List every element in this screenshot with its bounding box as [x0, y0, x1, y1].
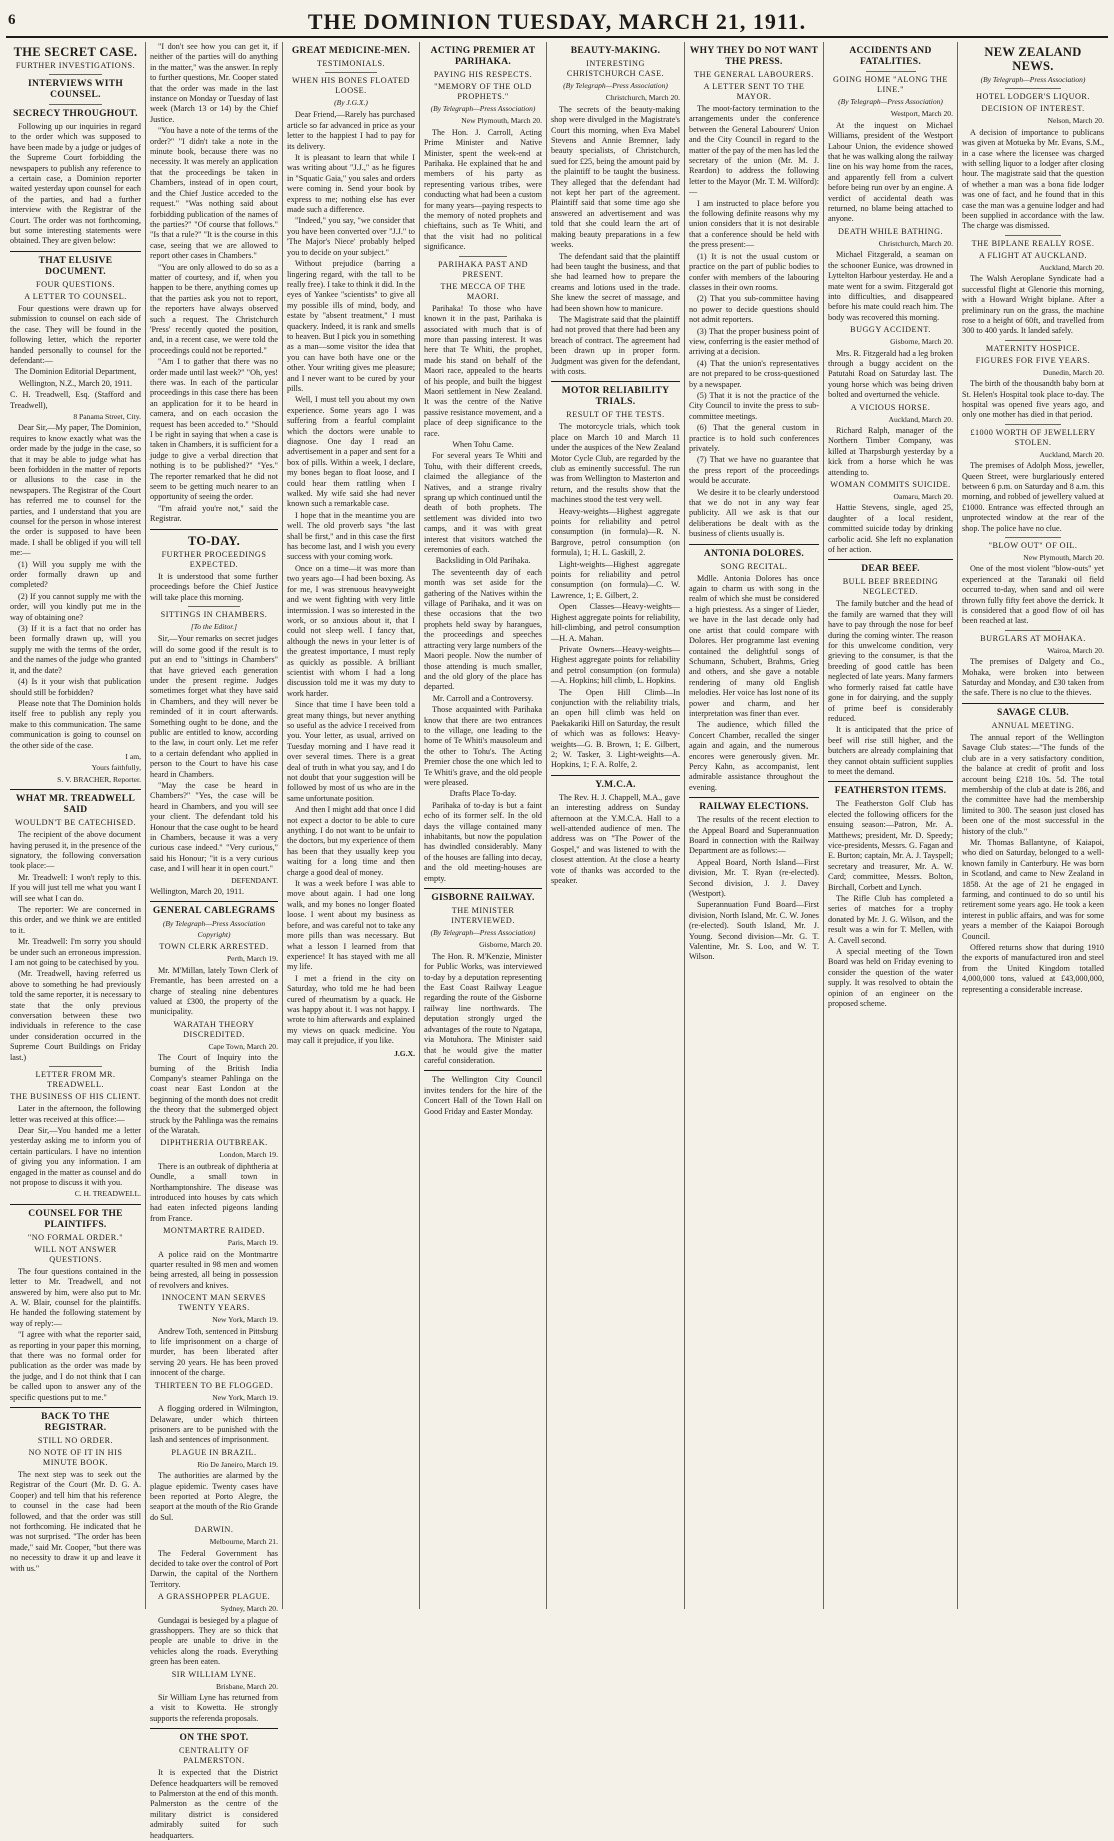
- article-body: Following up our inquiries in regard to the order which was supposed to have been made by a judge or judges of the Supreme Court forbidding the newspapers to publish any reference to a certain case, a Dominion reporter waited yesterday upon counsel for each of the parties, and had a further interview with the Registrar of the Court. The order was not forthcoming, but some interesting statements were obtained. They are given below:: [10, 122, 141, 246]
- dateline: Wairoa, March 20.: [1047, 645, 1104, 655]
- article-body: The Hon. R. M'Kenzie, Minister for Public Works, was interviewed to-day by a deputation representing the East Coast Railway League regarding the route of the Gisborne railway line northwards. The deputation strongly urged the advantages of the route to Ngatapa, via Motuhora. The Minister said that he would give the matter careful consideration.: [424, 951, 542, 1065]
- news-head: GOING HOME "ALONG THE LINE.": [833, 75, 948, 94]
- headline-counsel-plaintiffs: COUNSEL FOR THE PLAINTIFFS.: [28, 1208, 123, 1230]
- byline: (By Telegraph—Press Association): [430, 104, 536, 113]
- cable-head: DIPHTHERIA OUTBREAK.: [160, 1138, 268, 1148]
- subhead: RESULT OF THE TESTS.: [566, 410, 665, 420]
- reason-item: (2) That you sub-committee having no power to decide questions should not admit reporters.: [689, 294, 819, 325]
- article-body: Parihaka! To those who have known it in the past, Parihaka is associated with much that is of more than passing interest. It was here that Te Whiti, the prophet, made his stand on behalf of the Maori race, appealed to the hearts of his people, and built the biggest Maori settlement in New Zealand. It was the centre of the Native passive resistance movement, and a place of deep significance to the race.: [424, 303, 542, 438]
- headline-secret-case: THE SECRET CASE.: [13, 45, 138, 59]
- letter-body: Please note that The Dominion holds itself free to publish any reply you make to this communication. The same communication is going to counsel on the other side of the case.: [10, 698, 141, 750]
- section-head: When Tohu Came.: [452, 439, 514, 449]
- headline-ymca: Y.M.C.A.: [595, 779, 636, 790]
- subhead: THE MINISTER INTERVIEWED.: [451, 906, 515, 926]
- reason-item: (1) It is not the usual custom or practice on the part of public bodies to confer with members of the labouring classes in their own rooms.: [689, 251, 819, 292]
- letter-address: The Dominion Editorial Department,: [14, 367, 137, 377]
- article-body: Those acquainted with Parihaka know that there are two entrances to the village, one leading to the home of Te Whiti's mausoleum and the other to Tohu's. The Acting Premier chose the one which led to Te Whiti's grave, and the old people were pleased.: [424, 705, 542, 787]
- article-body: "I'm afraid you're not," said the Registrar.: [150, 503, 278, 524]
- article-body: Well, I must tell you about my own experience. Some years ago I was suffering from a fearful complaint which the doctors were unable to diagnose. One day I read an advertisement in a paper and sent for a box of pills. Within a week, I declare, my bones began to float loose, and I could hear them rattling when I walked. My wife said she had never known such a remarkable case.: [287, 395, 415, 509]
- section-head: Backsliding in Old Parihaka.: [435, 556, 531, 566]
- cable-head: INNOCENT MAN SERVES TWENTY YEARS.: [161, 1293, 267, 1313]
- subhead: INTERVIEWS WITH COUNSEL.: [27, 79, 124, 100]
- article-body: "May the case be heard in Chambers?" "Yes, the case will be heard in Chambers, and you will see your client. The defendant told his Honour that the case ought to be heard in Chambers, because it was a very curious case indeed." "Very curious," said his Honour; "it is a very curious case, and I will hear it in open court.": [150, 781, 278, 874]
- signature: I am,: [125, 751, 141, 761]
- article-body: The motorcycle trials, which took place on March 10 and March 11 under the auspices of the New Zealand Motor Cycle Club, are regarded by the club as eminently successful. The run was from Wellington to Masterton and return, and the results show that the machines stood the test very well.: [551, 422, 680, 505]
- news-head: DEATH WHILE BATHING.: [837, 226, 944, 236]
- subhead: THE MECCA OF THE MAORI.: [440, 281, 526, 301]
- dateline: Cape Town, March 20.: [208, 1041, 278, 1051]
- article-body: The results of the recent election to the Appeal Board and Superannuation Board in connection with the Railway Department are as follows:—: [689, 815, 819, 856]
- subhead: INTERESTING CHRISTCHURCH CASE.: [566, 59, 665, 78]
- author-signature: J.G.X.: [394, 1048, 415, 1058]
- dateline: Rio De Janeiro, March 19.: [197, 1459, 278, 1469]
- signature: DEFENDANT.: [231, 875, 278, 885]
- headline-registrar: BACK TO THE REGISTRAR.: [41, 1412, 110, 1434]
- result-item: Private Owners—Heavy-weights—Highest aggregate points for reliability and petrol consumption (on formula)—A. Hopkins; hill climb, L. Hopkins.: [551, 644, 680, 686]
- subhead: "MEMORY OF THE OLD PROPHETS.": [434, 82, 532, 101]
- article-body: "Am I to gather that there was no order made until last week?" "Oh, yes! there was. In each of the particular proceedings in this case there has been an application for it to be heard in camera, and on each occasion the request has been acceded to." "Should I be right in saying that when a case is taken in Chambers, it is sufficient for a judge to give a verbal direction that nothing is to be published?" "Yes." The reporter remarked that he did not seem to be getting much nearer to an opportunity of seeing the order.: [150, 357, 278, 502]
- headline-treadwell: WHAT MR. TREADWELL SAID: [15, 794, 136, 816]
- article-body: The four questions contained in the letter to Mr. Treadwell, and not answered by him, were also put to Mr. A. W. Blair, counsel for the plaintiffs. He handed the following statement by way of reply:—: [10, 1266, 141, 1328]
- letter-body: Dear Sir,—My paper, The Dominion, requires to know exactly what was the order made by the judge in the case, so that it may be able to judge what has been forbidden in the matter of reports or allusions to the case in the newspapers. The Registrar of the Court has referred me to counsel for the parties, and I understand that you are counsel for the person in whose interest the order is supposed to have been made. I shall be obliged if you will tell me:—: [10, 423, 141, 558]
- headline-motor-trials: MOTOR RELIABILITY TRIALS.: [561, 386, 670, 408]
- article-body: The secrets of the beauty-making shop were divulged in the Magistrate's Court this morning, when Eva Mabel Stevens and Annie Bremner, lady beauty specialists, of Christchurch, sued for £25, being the amount paid by the plaintiff to be taught the business. They alleged that the defendant had not kept her part of the agreement. Plaintiff said that some time ago she answered an advertisement and was told that she could learn the art of making beauty preparations in a few weeks.: [551, 104, 680, 250]
- cable-body: The authorities are alarmed by the plague epidemic. Twenty cases have been reported at Porto Alegre, the seaport at the mouth of the Rio Grande do Sul.: [150, 1471, 278, 1522]
- article-body: The family butcher and the head of the family are warned that they will have to pay through the nose for beef during the coming winter. The reason for this unwelcome condition, very grieving to the consumer, is that the breeding of good cattle has been neglected of late years. Many farmers who formerly raised fat cattle have gone in for dairying, and the supply of prime beef is considerably reduced.: [828, 599, 953, 723]
- cable-head: MONTMARTRE RAIDED.: [163, 1226, 265, 1236]
- article-body: Without prejudice (barring a lingering regard, with the tall to be really free). I take to think it did. In the eyes of Yankee "scientists" to give all my possible ills of mind, body, and estate by "absent treatment," I must quackery. Indeed, it is rank and smells to heaven. But I pick you in something as a man—some visitor the idea that you can have both have one or the other. Your writing gives me pleasure; and I never want to be cured by your pills.: [287, 259, 415, 393]
- article-body: We desire it to be clearly understood that we do not in any way fear publicity. All we ask is that our deliberations be dealt with as the business of clients usually is.: [689, 487, 819, 539]
- article-body: Richard Ralph, manager of the Northern Timber Company, was killed at Tharpsburgh yesterday by a kick from a horse which he was attending to.: [828, 425, 953, 477]
- headline-antonia-dolores: ANTONIA DOLORES.: [703, 548, 805, 559]
- article-body: The Walsh Aeroplane Syndicate had a successful flight at Glenorie this morning, with a Howard Wright biplane. After a preliminary run on the grass, the machine rose to a height of 60ft, and travelled from 300 to 400 yards. It landed safely.: [962, 274, 1104, 336]
- article-body: Mr. Treadwell: I'm sorry you should be under such an erroneous impression. I am not going to be catechised by you.: [10, 937, 141, 968]
- article-body: Michael Fitzgerald, a seaman on the schooner Eunice, was drowned in Lyttelton Harbour yesterday. He and a mate went for a swim. Fitzgerald got into difficulties, and disappeared before his mate could reach him. The body was recovered this morning.: [828, 250, 953, 322]
- article-body: The Rifle Club has completed a series of matches for a trophy donated by Mr. J. G. Wilson, and the result was a win for T. Mellen, with A. Cavell second.: [828, 894, 953, 945]
- subhead: THE GENERAL LABOURERS.: [694, 70, 814, 79]
- section-head: Mr. Carroll and a Controversy.: [432, 693, 534, 703]
- article-body: Mr. Treadwell: I won't reply to this. If you will just tell me what you want I will see what I can do.: [10, 872, 141, 903]
- columns: [6, 42, 1108, 1840]
- article-body: (Mr. Treadwell, having referred us above to something he had previously told the same reporter, it is necessary to state that the only previous conversation between these two individuals in reference to the case under consideration occurred in the Supreme Court Buildings on Friday last.): [10, 969, 141, 1062]
- headline-today: TO-DAY.: [187, 533, 240, 548]
- subhead: A LETTER SENT TO THE MAYOR.: [703, 82, 805, 101]
- dateline: Gisborne, March 20.: [890, 337, 953, 347]
- result-item: Light-weights—Highest aggregate points for reliability and petrol consumption (on formula)—C. W. Lawrence, 1; E. Gilbert, 2.: [551, 559, 680, 600]
- letter-address: Wellington, N.Z., March 20, 1911.: [18, 378, 133, 388]
- subhead: WHEN HIS BONES FLOATED LOOSE.: [291, 76, 411, 95]
- cable-head: A GRASSHOPPER PLAGUE.: [157, 1592, 271, 1602]
- article-body: One of the most violent "blow-outs" yet experienced at the Taranaki oil field occurred to-day, when sand and oil were thrown fully fifty feet above the derrick. It is considered that a good flow of oil has been reached at last.: [962, 564, 1104, 626]
- cable-body: A police raid on the Montmartre quarter resulted in 98 men and women being arrested, all being in possession of revolvers and knives.: [150, 1249, 278, 1290]
- subhead: STILL NO ORDER.: [37, 1436, 114, 1446]
- column-7: [823, 42, 957, 1609]
- letter-address: C. H. Treadwell, Esq. (Stafford and Treadwell),: [10, 390, 141, 410]
- subhead: SONG RECITAL.: [720, 561, 788, 571]
- cable-body: Sir William Lyne has returned from a visit to Kowetta. He strongly supports the referenda proposals.: [150, 1693, 278, 1723]
- article-body: Dear Friend,—Rarely has purchased article so far advanced in price as your letter to the happiest I had to pay for its delivery.: [287, 110, 415, 151]
- signature: Yours faithfully,: [91, 763, 141, 773]
- dateline: Nelson, March 20.: [1047, 116, 1104, 126]
- subhead: FIGURES FOR FIVE YEARS.: [975, 355, 1091, 365]
- article-body: I am instructed to place before you the following definite reasons why my union considers that it is not desirable that a conference should be held with the press present:—: [689, 198, 819, 250]
- dateline: New York, March 19.: [212, 1392, 278, 1402]
- news-head: "BLOW OUT" OF OIL.: [988, 541, 1078, 550]
- article-body: Sir,—Your remarks on secret judges will do some good if the result is to put an end to "sittings in Chambers" that have grieved each generation under the present regime. Judges sometimes forget what they have said in Chambers, and they will never be reminded of it in court afterwards. Something ought to be done, and the public are entitled to know, according to the law, in court only. Let me refer to a certain defendant who applied in person to the Court to have his case heard in Chambers.: [150, 634, 278, 779]
- cable-body: Gundagai is besieged by a plague of grasshoppers. They are so thick that people are unable to drive in the vehicles along the roads. Everything green has been eaten.: [150, 1615, 278, 1667]
- cable-head: WARATAH THEORY DISCREDITED.: [173, 1019, 255, 1039]
- article-body: The Magistrate said that the plaintiff had not proved that there had been any breach of contract. The agreement had been drawn up in proper form. Judgment was given for the defendant, with costs.: [551, 314, 680, 376]
- subhead: A FLIGHT AT AUCKLAND.: [979, 250, 1087, 260]
- page-number: 6: [8, 12, 16, 28]
- newspaper-page: [6, 6, 1108, 1840]
- newspaper-title: THE DOMINION TUESDAY, MARCH 21, 1911.: [307, 9, 807, 34]
- column-3: [282, 42, 419, 1609]
- article-body: "I agree with what the reporter said, as reporting in your paper this morning, that there was no formal order for publication as the order was made by the judge, and I do not think that I can be called upon to answer any of the specific questions put to me.": [10, 1330, 141, 1402]
- news-head: £1000 WORTH OF JEWELLERY STOLEN.: [970, 427, 1096, 447]
- article-body: Dear Sir,—You handed me a letter yesterday asking me to inform you of certain particulars. I have no intention of giving you any information. I am engaged in the matter as counsel and do not propose to discuss it with you.: [10, 1125, 141, 1187]
- article-body: Parihaka of to-day is but a faint echo of its former self. In the old days the village contained many inhabitants, but now the population has dwindled considerably. Many of the houses are falling into decay, and the old meeting-houses are empty.: [424, 800, 542, 883]
- cable-body: The Federal Government has decided to take over the control of Port Darwin, the capital of the Northern Territory.: [150, 1548, 279, 1589]
- article-body: And then I might add that once I did not expect a doctor to be able to cure anything. I do not want to be unfair to the doctors, but my experience of them has been that they usually keep you waiting for a long time and then charge a good deal of money.: [287, 805, 416, 877]
- article-body: A special meeting of the Town Board was held on Friday evening to consider the question of the water supply. It was resolved to obtain the opinion of an engineer on the proposed scheme.: [828, 947, 953, 1009]
- article-body: A decision of importance to publicans was given at Motueka by Mr. Evans, S.M., in a case where the licensee was charged with selling liquor to a lodger after closing hour. The magistrate said that the question of whether a man was a bona fide lodger was one of fact, and he found that in this case the man was a genuine lodger and had been supplied in accordance with the law. The charge was dismissed.: [962, 127, 1104, 231]
- article-body: The reporter: We are concerned in this order, and we think we are entitled to it.: [10, 905, 141, 935]
- dateline: Gisborne, March 20.: [479, 940, 542, 950]
- article-body: It is pleasant to learn that while I was writing about "J.J.," as he figures in "Squatic Gaia," you sales and orders were coming in. Send your book by express to me; nothing else has ever made such a difference.: [287, 153, 415, 215]
- subhead: BULL BEEF BREEDING NEGLECTED.: [842, 577, 939, 597]
- dateline: Dunedin, March 20.: [1042, 367, 1104, 377]
- headline-on-the-spot: ON THE SPOT.: [179, 1733, 249, 1744]
- article-body: The birth of the thousandth baby born at St. Helen's Hospital took place to-day. The hospital was opened five years ago, and only one mother has died in that period.: [962, 379, 1104, 420]
- headline-letter: LETTER FROM MR. TREADWELL.: [35, 1070, 116, 1090]
- news-head: MATERNITY HOSPICE.: [985, 343, 1081, 353]
- subhead: PAYING HIS RESPECTS.: [433, 70, 533, 79]
- article-body: "You have a note of the terms of the order?" "I didn't take a note in the minute book, because there was no necessity. It was merely an application that the proceedings be taken in Chambers, instead of in open court, and the Chief Justice acceded to the request." "Was nothing said about forbidding publication of the names of the parties?" "Of course that follows." "Is that a rule?" "It is the course in this case, seeing that we are allowed to report other cases in Chambers.": [150, 126, 278, 261]
- headline-beauty-making: BEAUTY-MAKING.: [570, 46, 661, 56]
- article-body: The annual report of the Wellington Savage Club states:—"The funds of the club are in a very satisfactory condition, the balance at credit of profit and loss account being £218 10s. 5d. The total membership of the club at date is 286, and the committee have had the membership limited to 300. The season just closed has been one of the most successful in the history of the club.": [962, 732, 1104, 836]
- section-head: Drafts Place To-day.: [449, 789, 517, 799]
- dateline: Westport, March 20.: [890, 109, 953, 119]
- reason-item: (4) That the union's representatives are not prepared to be cross-questioned by a newspaper.: [689, 358, 819, 389]
- headline-cablegrams: GENERAL CABLEGRAMS: [152, 906, 276, 917]
- article-body: It is expected that the District Defence headquarters will be removed to Palmerston at the end of this month. Palmerston as the centre of the military district is considered admirably suited for such headquarters.: [150, 1768, 278, 1840]
- subhead: WOULDN'T BE CATECHISED.: [15, 818, 136, 828]
- article-body: The defendant said that the plaintiff had been taught the business, and that she had learned how to prepare the creams and lotions used in the trade. She knew the secret of massage, and had been shown how to manicure.: [551, 251, 680, 313]
- article-body: It was a week before I was able to move about again. I had one long walk, and my bones no longer floated loose. I went about my business as before, and was careful not to take any more pills than was necessary. But what a lesson I learned from that experience! It has stayed with me all my life.: [287, 879, 415, 972]
- headline-featherston: FEATHERSTON ITEMS.: [834, 786, 947, 797]
- subhead: DECISION OF INTEREST.: [981, 104, 1085, 114]
- article-body: The recipient of the above document having perused it, in the presence of the signatory, the following conversation took place:—: [10, 830, 141, 871]
- subhead: WILL NOT ANSWER QUESTIONS.: [34, 1244, 117, 1264]
- column-2: [145, 42, 282, 1840]
- headline-parihaka-past: PARIHAKA PAST AND PRESENT.: [437, 259, 529, 279]
- column-5: [546, 42, 684, 1609]
- article-body: The moot-factory termination to the arrangements under the conference between the General Labourers' Union and the City Council in regard to the matter of the pay of the men has led the secretary of the union (Mr. M. J. Reardon) to address the following letter to the Mayor (Mr. T. M. Wilford):—: [689, 104, 819, 197]
- cable-body: Mr. M'Millan, lately Town Clerk of Fremantle, has been arrested on a charge of stealing nine debentures valued at £300, the property of the municipality.: [150, 965, 278, 1017]
- dateline: London, March 19.: [219, 1150, 278, 1160]
- subhead: THE BUSINESS OF HIS CLIENT.: [10, 1092, 141, 1102]
- dateline: Oamaru, March 20.: [893, 492, 953, 501]
- headline-why-no-press: WHY THEY DO NOT WANT THE PRESS.: [689, 46, 819, 67]
- article-body: The seventeenth day of each month was set aside for the gathering of the Natives within the village of Parihaka, and it was on these occasions that the two prophets held sway by harangues, the proceedings and speeches attracting very large numbers of the Maori people. Now the number of those attending is much smaller, and the old glory of the place has departed.: [424, 567, 542, 692]
- masthead: [6, 6, 1108, 38]
- article-body: I met a friend in the city on Saturday, who told me he had been cured of rheumatism by a quack. He was happy about it. I was not happy. I wrote to him afterwards and explained my views on quack medicine. You may call it prejudice, if you like.: [287, 973, 415, 1046]
- news-head: BUGGY ACCIDENT.: [850, 325, 931, 335]
- cable-head: SIR WILLIAM LYNE.: [171, 1669, 257, 1679]
- cable-head: TOWN CLERK ARRESTED.: [159, 942, 269, 952]
- article-body: Offered returns show that during 1910 the exports of manufactured iron and steel from the United Kingdom totalled 4,000,000 tons, valued at £43,000,000, representing a considerable increase.: [962, 943, 1104, 994]
- article-body: The Featherston Golf Club has elected the following officers for the ensuing season:—Patron, Mr. A. Matthews; president, Mr. D. Speedy; vice-presidents, Messrs. G. Fagan and E. Burton; captain, Mr. A. J. Tayspell; secretary and treasurer, Mr. A. W. Card; committee, Messrs. Bolton, Birchall, Corbett and Lynch.: [828, 799, 953, 892]
- dateline: New Plymouth, March 20.: [461, 116, 542, 126]
- headline-railway-elections: RAILWAY ELECTIONS.: [699, 802, 809, 813]
- reason-item: (6) That the general custom in practice is to hold such conferences privately.: [689, 423, 819, 453]
- result-item: Heavy-weights—Highest aggregate points for reliability and petrol consumption (in formula)—R. N. Bargrove, petrol consumption (on formula), 1; H. L. Gaskill, 2.: [551, 506, 680, 558]
- byline: [To the Editor.]: [190, 621, 238, 631]
- article-body: It is understood that some further proceedings before the Chief Justice will take place this morning.: [150, 571, 278, 602]
- column-8: [957, 42, 1108, 1609]
- article-body: The Rev. H. J. Chappell, M.A., gave an interesting address on Sunday afternoon at the Y.M.C.A. Hall to a well-attended audience of men. The address was on "The Power of the Gospel," and was listened to with the closest attention. At the close a hearty vote of thanks was accorded to the speaker.: [551, 792, 680, 886]
- dateline: Wellington, March 20, 1911.: [150, 887, 245, 897]
- byline: (By Telegraph—Press Association): [430, 928, 536, 938]
- subhead: ANNUAL MEETING.: [991, 720, 1075, 730]
- article-body: Hattie Stevens, single, aged 25, daughter of a local resident, committed suicide today by drinking carbolic acid. She left no explanation of her action.: [828, 503, 953, 555]
- dateline: Brisbane, March 20.: [216, 1681, 278, 1691]
- news-head: A VICIOUS HORSE.: [850, 402, 931, 412]
- signature: C. H. TREADWELL.: [74, 1189, 141, 1199]
- article-body: The premises of Dalgety and Co., Mohaka, were broken into between Saturday and Monday, and £30 taken from the safe. There is no clue to the thieves.: [962, 657, 1104, 698]
- dateline: New York, March 19.: [212, 1315, 278, 1325]
- byline: (By Telegraph—Press Association): [563, 81, 668, 90]
- news-head: THE BIPLANE REALLY ROSE.: [971, 238, 1095, 248]
- byline: (By Telegraph—Press Association Copyright): [162, 919, 266, 939]
- dateline: Perth, March 19.: [226, 954, 278, 964]
- dateline: Paris, March 19.: [227, 1238, 278, 1248]
- headline-savage-club: SAVAGE CLUB.: [997, 707, 1069, 718]
- article-body: At the inquest on Michael Williams, president of the Westport Labour Union, the evidence showed that he was walking along the railway line on his way home from the races, and apparently fell from a culvert before being run over by an engine. A verdict of accidental death was returned, no blame being attached to anyone.: [828, 120, 953, 224]
- result-item: Open Classes—Heavy-weights—Highest aggregate points for reliability, hill-climbing, and petrol consumption—H. A. Mahan.: [551, 602, 680, 643]
- cable-head: PLAGUE IN BRAZIL.: [171, 1447, 257, 1457]
- news-head: WOMAN COMMITS SUICIDE.: [830, 480, 951, 489]
- article-body: Once on a time—it was more than two years ago—I had been boxing. As for me, I was strenuous heavyweight and we went fighting with very little intermission. I was so interested in the work, or so anxious about it, that I could not sleep well. I fancy that, although the news in your letter is of the greatest importance, I must reply as quickly as possible. A brilliant scientist with whom I had a long discussion told me it was my duty to work harder.: [287, 563, 415, 698]
- byline: (By Telegraph—Press Association): [980, 75, 1086, 84]
- article-body: The Hon. J. Carroll, Acting Prime Minister and Native Minister, spent the week-end at Parihaka. He explained that he and members of his party as representing various tribes, were conducting what had been a custom for many years—paying respects to the memory of noted prophets and chieftains, such as Te Whiti, and that the visit had no political significance.: [424, 127, 542, 252]
- question: (2) If you cannot supply me with the order, will you kindly put me in the way of obtaining one?: [10, 591, 141, 622]
- article-body: Later in the afternoon, the following letter was received at this office:—: [10, 1104, 141, 1124]
- article-body: The audience, which filled the Concert Chamber, recalled the singer again and again, and the numerous encores were generously given. Mr. Percy Kahn, as accompanist, lent admirable assistance throughout the evening.: [689, 720, 819, 792]
- article-body: I hope that in the meantime you are well. The old proverb says "the last shall be first," and in this case the first has become last, and I wish you every success with your coming work.: [287, 510, 415, 562]
- subhead: NO NOTE OF IT IN HIS MINUTE BOOK.: [28, 1448, 123, 1468]
- article-body: Appeal Board, North Island—First division, Mr. T. Ryan (re-elected). Second division, J. J. Davey (Westport).: [689, 857, 819, 899]
- news-head: HOTEL LODGER'S LIQUOR.: [976, 92, 1090, 102]
- dateline: Christchurch, March 20.: [605, 93, 680, 103]
- dateline: Sydney, March 20.: [220, 1604, 278, 1614]
- article-body: The Wellington City Council invites tenders for the hire of the Concert Hall of the Town Hall on Good Friday and Easter Monday.: [424, 1075, 542, 1116]
- dateline: Auckland, March 20.: [1039, 262, 1104, 272]
- subhead: FOUR QUESTIONS.: [36, 279, 115, 289]
- cable-body: Andrew Toth, sentenced in Pittsburg to life imprisonment on a charge of murder, has been liberated after serving 20 years. He has been proved innocent of the charge.: [150, 1326, 278, 1378]
- subhead: TESTIMONIALS.: [316, 59, 386, 68]
- cable-head: DARWIN.: [194, 1525, 234, 1535]
- reason-item: (3) That the proper business point of view, conferring is the easier method of arriving at a decision.: [689, 326, 819, 357]
- dateline: Christchurch, March 20.: [878, 238, 953, 248]
- article-body: Mr. Thomas Ballantyne, of Kaiapoi, who died on Saturday, belonged to a well-known family in Canterbury. He was born in Scotland, and came to New Zealand in 1858. At the age of 21 he engaged in farming, and continued to do so until his retirement some years ago. He took a keen interest in public affairs, and was for some years a member of the Kaiapoi Borough Council.: [962, 837, 1104, 941]
- article-body: Superannuation Fund Board—First division, North Island, Mr. C. W. Jones (re-elected). South Island, Mr. J. Young. Second division—Mr. G. T. Valentine, Mr. S. Loo, and W. T. Wilson.: [689, 900, 819, 962]
- dateline: Auckland, March 20.: [888, 414, 953, 424]
- column-4: [419, 42, 546, 1609]
- headline-accidents: ACCIDENTS AND FATALITIES.: [849, 46, 932, 67]
- question: (4) Is it your wish that publication should still be forbidden?: [10, 677, 141, 697]
- subhead: A LETTER TO COUNSEL.: [24, 291, 127, 301]
- article-body: "You are only allowed to do so as a matter of courtesy, and if, when you happen to be there, anything comes up that the parties ask you not to report, the reporters have always observed such a request. The Christchurch 'Press' recently quoted the position, and, in a recent case, we were told the proceedings could not be reported.": [150, 262, 278, 355]
- cable-head: THIRTEEN TO BE FLOGGED.: [154, 1380, 274, 1390]
- reason-item: (7) That we have no guarantee that the press report of the proceedings would be accurate.: [689, 455, 819, 486]
- column-6: [684, 42, 823, 1609]
- headline-dear-beef: DEAR BEEF.: [861, 564, 920, 575]
- article-body: Four questions were drawn up for submission to counsel on each side of the case. They will be found in the following letter, which the reporter handed personally to counsel for the defendant:—: [10, 303, 141, 365]
- headline-sittings: SITTINGS IN CHAMBERS.: [160, 609, 268, 619]
- signature: S. V. BRACHER, Reporter.: [57, 774, 141, 784]
- article-body: It is anticipated that the price of beef will rise still higher, and the butchers are already complaining that they cannot obtain sufficient supplies to meet the demand.: [828, 725, 953, 776]
- cable-body: The Court of Inquiry into the burning of the British India Company's steamer Pahlinga on the coast near East London at the beginning of the month does not credit the theory that the submerged object struck by the Pahlinga was the remains of the Waratah.: [150, 1053, 278, 1135]
- subhead: "NO FORMAL ORDER.": [27, 1232, 124, 1242]
- news-head: BURGLARS AT MOHAKA.: [980, 633, 1086, 643]
- question: (3) If it is a fact that no order has been formally drawn up, will you supply me with the terms of the order, and the names of the judge who granted it, and the date?: [10, 624, 141, 675]
- article-body: Mdlle. Antonia Dolores has once again to charm us with song in the realm of which she must be considered a high priestess. As a singer of Lieder, we have in the last decade only had one artist that could compare with Dolores. Her programme last evening contained the delightful songs of Schumann, Schubert, Brahms, Grieg and others, and she gave a notable rendering of many old English melodies. Her voice has lost none of its power and charm, and her interpretation was finer than ever.: [689, 573, 819, 718]
- article-body: "I don't see how you can get it, if neither of the parties will do anything in the matter," was the answer. In reply to further questions, Mr. Cooper stated that the order was made in the last instance on Monday or Tuesday of last week (March 13 or 14) by the Chief Justice.: [150, 42, 278, 124]
- article-body: Mrs. R. Fitzgerald had a leg broken through a buggy accident on the Patutahi Road on Saturday last. The young horse which was being driven bolted and overturned the vehicle.: [828, 348, 953, 400]
- article-body: The premises of Adolph Moss, jeweller, Queen Street, were burglariously entered between 6 p.m. on Saturday and 8 a.m. this morning, and robbed of jewellery valued at £1000. Entrance was effected through an unprotected window at the rear of the shop. The police have no clue.: [962, 461, 1104, 533]
- headline-gisborne-railway: GISBORNE RAILWAY.: [431, 893, 535, 904]
- reason-item: (5) That it is not the practice of the City Council to invite the press to sub-committee meetings.: [689, 390, 819, 421]
- letter-address: 8 Panama Street, City.: [73, 411, 141, 421]
- byline: (By Telegraph—Press Association): [838, 97, 943, 106]
- headline-nz-news: NEW ZEALAND NEWS.: [984, 45, 1082, 73]
- dateline: Melbourne, March 21.: [209, 1537, 278, 1547]
- byline: (By J.G.X.): [334, 98, 368, 107]
- article-body: "Indeed," you say, "we consider that you have been converted over "J.J." to 'The Major's Niece' probably helped you to decide on your subject.": [287, 216, 415, 257]
- subhead: FURTHER PROCEEDINGS EXPECTED.: [161, 549, 267, 569]
- dateline: Auckland, March 20.: [1039, 449, 1104, 459]
- column-1: [6, 42, 145, 1609]
- subhead: FURTHER INVESTIGATIONS.: [15, 61, 136, 70]
- dateline: New Plymouth, March 20.: [1023, 553, 1104, 562]
- article-body: Since that time I have been told a great many things, but never anything so useful as the advice I received from you. Your letter, as usual, arrived on Tuesday morning and I have read it over several times. There is a great deal of truth in what you say, and I do not doubt that your suggestion will be followed by most of us who are in the same unfortunate position.: [287, 700, 415, 803]
- article-body: The Open Hill Climb—In conjunction with the reliability trials, an open hill climb was held on Paekakariki Hill on Saturday, the result of which was as follows: Heavy-weights—G. B. Brown, 1; E. Gilbert, 2; W. Tasker, 3. Light-weights—A. Hopkins, 1; F. A. Rolfe, 2.: [551, 687, 680, 770]
- cable-body: A flogging ordered in Wilmington, Delaware, under which thirteen prisoners are to be punished with the lash and sentences of imprisonment.: [150, 1404, 278, 1445]
- article-body: The next step was to seek out the Registrar of the Court (Mr. D. G. A. Cooper) and tell him that his reference to counsel in the case had been followed, and that the order was still not forthcoming. He indicated that he was not surprised. "The order has been made," said Mr. Cooper, "but there was no necessity to draw it up and leave it with us.": [10, 1470, 141, 1573]
- headline-elusive-document: THAT ELUSIVE DOCUMENT.: [38, 255, 113, 277]
- headline-medicine-men: GREAT MEDICINE-MEN.: [291, 46, 411, 56]
- question: (1) Will you supply me with the order formally drawn up and completed?: [10, 559, 141, 590]
- cable-body: There is an outbreak of diphtheria at Oundle, a small town in Northamptonshire. The disease was introduced into houses by cats which had eaten infected pigeons landing from France.: [150, 1161, 278, 1223]
- headline-acting-premier: ACTING PREMIER AT PARIHAKA.: [430, 46, 536, 67]
- article-body: For several years Te Whiti and Tohu, with their different creeds, claimed the allegiance of the Natives, and a strange rivalry sprang up which continued until the death of both prophets. The settlement was divided into two camps, and it was with great interest that visitors watched the ceremonies of each.: [424, 451, 542, 555]
- subhead: CENTRALITY OF PALMERSTON.: [178, 1746, 250, 1766]
- subhead: SECRECY THROUGHOUT.: [13, 109, 138, 119]
